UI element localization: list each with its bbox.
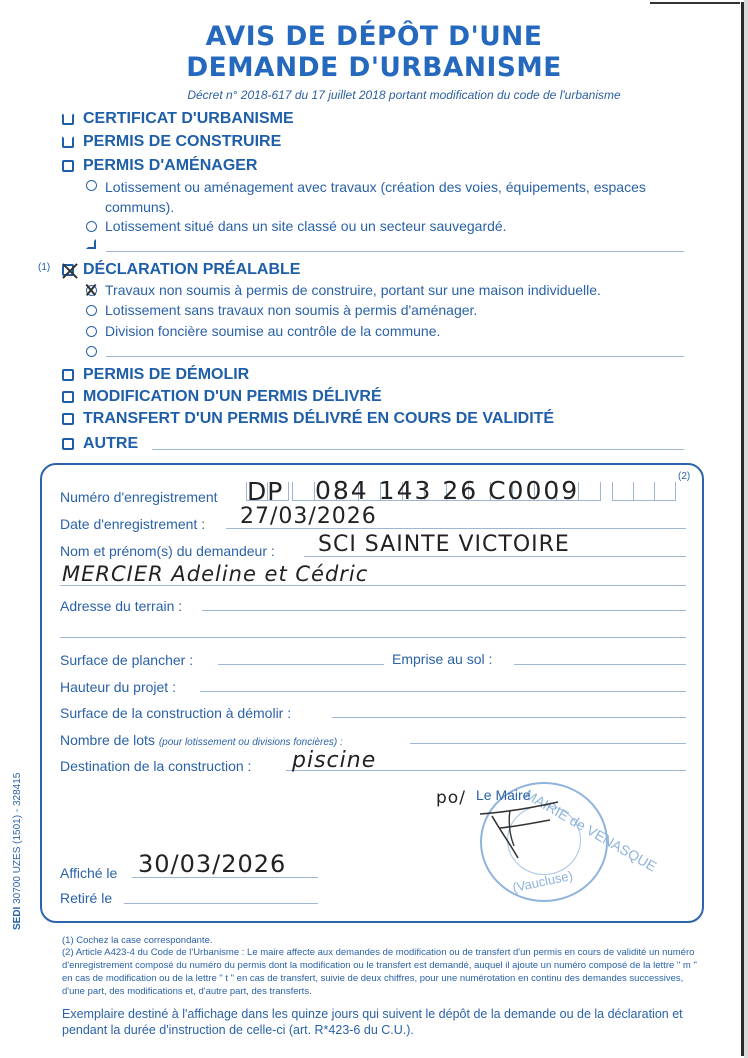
- option-dp-other-line[interactable]: [106, 356, 684, 357]
- checked-radio-icon[interactable]: [86, 285, 97, 296]
- page-title-line1: AVIS DE DÉPÔT D'UNE: [205, 21, 543, 52]
- checkbox-icon[interactable]: [62, 438, 74, 450]
- radio-icon[interactable]: [86, 346, 97, 357]
- footprint-label: Emprise au sol :: [392, 651, 493, 667]
- option-amenager-other-line[interactable]: [106, 251, 684, 252]
- registration-number-value: 084 143 26 C0009: [315, 476, 580, 505]
- posted-date-label: Affiché le: [60, 865, 118, 881]
- registration-number-prefix: DP: [247, 477, 284, 506]
- scan-border-top: [650, 2, 740, 4]
- option-label: Lotissement situé dans un site classé ou un secteur sauvegardé.: [105, 218, 507, 234]
- category-label: PERMIS DE CONSTRUIRE: [83, 133, 282, 150]
- mayor-label: Le Maire: [476, 787, 531, 803]
- category-modification-permis[interactable]: [62, 388, 382, 406]
- category-autre[interactable]: [62, 435, 138, 453]
- category-label: MODIFICATION D'UN PERMIS DÉLIVRÉ: [83, 388, 382, 405]
- lots-label: [60, 732, 343, 748]
- registration-date-value: 27/03/2026: [240, 504, 377, 529]
- radio-icon[interactable]: [86, 305, 97, 316]
- registration-date-label: Date d'enregistrement :: [60, 516, 206, 532]
- floor-area-label: Surface de plancher :: [60, 652, 194, 668]
- option-dp-lotissement[interactable]: [86, 302, 477, 318]
- decree-reference: Décret n° 2018-617 du 17 juillet 2018 portant modification du code de l'urbanisme: [187, 88, 621, 102]
- project-height-label: Hauteur du projet :: [60, 679, 176, 695]
- printer-address: 30700 UZES (1501) - 328415: [12, 772, 23, 904]
- demolition-area-label: Surface de la construction à démolir :: [60, 705, 292, 721]
- stamp-text-top: MAIRIE de VENASQUE: [522, 786, 660, 875]
- footnote-2: (2) Article A423-4 du Code de l'Urbanisme : Le maire affecte aux demandes de modification ou de transfert d'un permis en cours de validité un numéro d'enregistrement composé du numéro du permis dont la modification ou le transfert est demandé, auquel il ajoute un numéro composé de la lettre " m " en cas de modification ou de la lettre " t " en cas de transfert, suivie de deux chiffres, pour une numérotation en continu des demandes successives, d'une part, des modifications et, d'autre part, des transferts.: [62, 947, 697, 997]
- category-certificat-urbanisme[interactable]: [62, 110, 294, 128]
- category-label: PERMIS DE DÉMOLIR: [83, 366, 250, 383]
- option-label: Travaux non soumis à permis de construire, portant sur une maison individuelle.: [105, 282, 601, 298]
- posted-date-value: 30/03/2026: [138, 850, 287, 878]
- mayor-prefix: po/: [436, 788, 466, 808]
- checkbox-icon[interactable]: [62, 113, 74, 125]
- radio-icon[interactable]: [86, 180, 97, 191]
- checked-checkbox-icon[interactable]: [62, 264, 74, 276]
- project-height-line[interactable]: [200, 691, 686, 692]
- lots-line[interactable]: [410, 743, 686, 744]
- category-label: DÉCLARATION PRÉALABLE: [83, 261, 301, 278]
- option-dp-maison-individuelle[interactable]: [86, 282, 601, 298]
- option-label: Lotissement sans travaux non soumis à permis d'aménager.: [105, 302, 478, 318]
- posting-notice: Exemplaire destiné à l'affichage dans les quinze jours qui suivent le dépôt de la demande ou de la déclaration et pendant la durée d'instruction de celle-ci (art. R*423-6 du C.U.).: [62, 1007, 683, 1037]
- land-address-label: Adresse du terrain :: [60, 598, 183, 614]
- option-amenager-site-classe[interactable]: [86, 218, 507, 234]
- radio-icon[interactable]: [86, 221, 97, 232]
- land-address-line-2[interactable]: [60, 637, 686, 638]
- autre-input-line[interactable]: [152, 449, 684, 450]
- checkbox-icon[interactable]: [62, 160, 74, 172]
- floor-area-line[interactable]: [218, 664, 384, 665]
- applicant-value-line1: SCI SAINTE VICTOIRE: [318, 532, 570, 557]
- applicant-value-line2: MERCIER Adeline et Cédric: [62, 562, 369, 586]
- stamp-text-bottom: (Vaucluse): [511, 867, 575, 896]
- lots-hint: (pour lotissement ou divisions foncières) :: [158, 737, 343, 748]
- checkbox-icon[interactable]: [62, 369, 74, 381]
- footnote-marker-2: (2): [678, 471, 691, 482]
- removed-date-line[interactable]: [124, 903, 318, 904]
- option-dp-other[interactable]: [86, 343, 105, 357]
- category-declaration-prealable[interactable]: [62, 261, 300, 279]
- category-label: AUTRE: [83, 435, 139, 452]
- option-dp-division-fonciere[interactable]: [86, 323, 440, 339]
- radio-icon[interactable]: [86, 326, 97, 337]
- footnote-marker-1: (1): [38, 262, 51, 273]
- option-amenager-other[interactable]: [86, 239, 104, 249]
- footprint-line[interactable]: [514, 664, 686, 665]
- applicant-label: Nom et prénom(s) du demandeur :: [60, 543, 275, 559]
- category-permis-amenager[interactable]: [62, 157, 257, 175]
- scan-border: [741, 2, 744, 1056]
- removed-date-label: Retiré le: [60, 890, 113, 906]
- category-permis-demolir[interactable]: [62, 366, 249, 384]
- option-label: Lotissement ou aménagement avec travaux (création des voies, équipements, espaces communs).: [105, 179, 646, 215]
- registration-suffix-cells[interactable]: [612, 482, 676, 502]
- printer-code: [12, 773, 23, 930]
- option-amenager-travaux[interactable]: [86, 177, 695, 217]
- category-label: PERMIS D'AMÉNAGER: [83, 157, 258, 174]
- checkbox-icon[interactable]: [62, 136, 74, 148]
- option-label: Division foncière soumise au contrôle de la commune.: [105, 323, 441, 339]
- land-address-line[interactable]: [202, 610, 686, 611]
- scan-edge: [744, 0, 748, 1058]
- destination-value: piscine: [292, 748, 377, 773]
- category-label: CERTIFICAT D'URBANISME: [83, 110, 294, 127]
- signature-icon: [480, 800, 580, 880]
- demolition-area-line[interactable]: [332, 717, 686, 718]
- registration-number-label: Numéro d'enregistrement: [60, 489, 218, 505]
- printer-brand: SEDI: [12, 906, 23, 930]
- destination-label: Destination de la construction :: [60, 758, 252, 774]
- footnote-1: (1) Cochez la case correspondante.: [62, 935, 213, 946]
- category-transfert-permis[interactable]: [62, 410, 554, 428]
- category-label: TRANSFERT D'UN PERMIS DÉLIVRÉ EN COURS DE VALIDITÉ: [83, 410, 555, 427]
- checkbox-icon[interactable]: [62, 391, 74, 403]
- checkbox-icon[interactable]: [62, 413, 74, 425]
- category-permis-construire[interactable]: [62, 133, 281, 151]
- lots-label-text: Nombre de lots: [60, 732, 155, 748]
- checkbox-icon[interactable]: [86, 239, 96, 249]
- page-title-line2: DEMANDE D'URBANISME: [186, 52, 562, 83]
